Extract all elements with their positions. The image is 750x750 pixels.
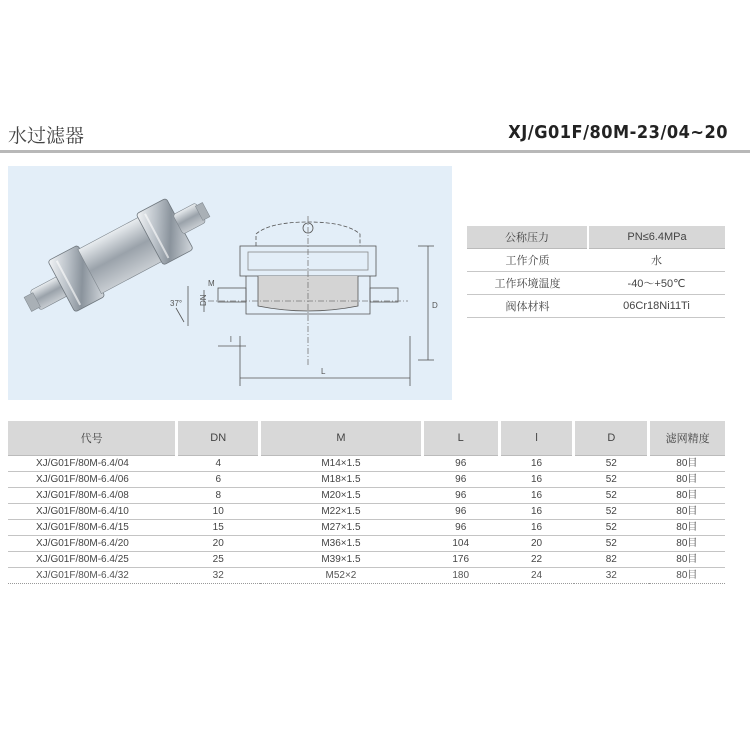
spec-value: PN≤6.4MPa: [588, 226, 725, 249]
cell-mesh: 80目: [649, 488, 725, 504]
column-header-l: L: [422, 421, 499, 456]
angle-label: 37°: [170, 299, 183, 308]
cell-small-l: 16: [499, 472, 574, 488]
cell-d: 52: [574, 504, 649, 520]
cell-small-l: 16: [499, 504, 574, 520]
cell-l: 104: [422, 536, 499, 552]
dn-label: DN: [199, 294, 208, 306]
cell-mesh: 80目: [649, 456, 725, 472]
spec-value: 06Cr18Ni11Ti: [588, 295, 725, 318]
cell-mesh: 80目: [649, 504, 725, 520]
filter-photo: [14, 184, 220, 330]
cell-mesh: 80目: [649, 536, 725, 552]
cell-code: XJ/G01F/80M-6.4/20: [8, 536, 177, 552]
cell-d: 52: [574, 456, 649, 472]
page-title: 水过滤器: [8, 125, 85, 147]
cell-code: XJ/G01F/80M-6.4/06: [8, 472, 177, 488]
cell-mesh: 80目: [649, 472, 725, 488]
spec-row: [467, 272, 725, 295]
cell-d: 82: [574, 552, 649, 568]
cell-mesh: 80目: [649, 552, 725, 568]
spec-value: -40～+50℃: [588, 272, 725, 295]
cell-l: 96: [422, 488, 499, 504]
table-row: [8, 536, 725, 552]
cross-section-drawing: [176, 216, 434, 386]
cell-small-l: 20: [499, 536, 574, 552]
d-label: D: [432, 301, 438, 310]
cell-small-l: 16: [499, 488, 574, 504]
spec-row: [467, 295, 725, 318]
column-header-d: D: [574, 421, 649, 456]
table-row: [8, 504, 725, 520]
cell-m: M36×1.5: [260, 536, 423, 552]
table-row: [8, 552, 725, 568]
cell-code: XJ/G01F/80M-6.4/08: [8, 488, 177, 504]
cell-small-l: 22: [499, 552, 574, 568]
spec-row: [467, 226, 725, 249]
title-divider: [0, 150, 750, 153]
column-header-dn: DN: [177, 421, 260, 456]
cell-m: M18×1.5: [260, 472, 423, 488]
table-row: [8, 488, 725, 504]
cell-d: 52: [574, 488, 649, 504]
cell-l: 180: [422, 568, 499, 584]
cell-mesh: 80目: [649, 568, 725, 584]
cell-d: 52: [574, 520, 649, 536]
cell-code: XJ/G01F/80M-6.4/32: [8, 568, 177, 584]
column-header-m: M: [260, 421, 423, 456]
cell-d: 52: [574, 472, 649, 488]
table-row: [8, 568, 725, 584]
cell-d: 32: [574, 568, 649, 584]
model-table: [8, 421, 725, 584]
column-header-mesh: 滤网精度: [649, 421, 725, 456]
cell-m: M39×1.5: [260, 552, 423, 568]
table-header-row: [8, 421, 725, 456]
cell-dn: 10: [177, 504, 260, 520]
cell-code: XJ/G01F/80M-6.4/25: [8, 552, 177, 568]
cell-code: XJ/G01F/80M-6.4/15: [8, 520, 177, 536]
cell-l: 176: [422, 552, 499, 568]
l-label: L: [321, 367, 326, 376]
cell-m: M52×2: [260, 568, 423, 584]
cell-l: 96: [422, 504, 499, 520]
spec-row: [467, 249, 725, 272]
cell-code: XJ/G01F/80M-6.4/10: [8, 504, 177, 520]
table-row: [8, 520, 725, 536]
cell-dn: 25: [177, 552, 260, 568]
spec-value: 水: [588, 249, 725, 272]
cell-mesh: 80目: [649, 520, 725, 536]
cell-d: 52: [574, 536, 649, 552]
spec-table: [467, 226, 725, 318]
m-label: M: [208, 279, 215, 288]
cell-dn: 8: [177, 488, 260, 504]
cell-small-l: 24: [499, 568, 574, 584]
cell-m: M22×1.5: [260, 504, 423, 520]
cell-dn: 6: [177, 472, 260, 488]
spec-key: 工作介质: [467, 249, 588, 272]
cell-m: M27×1.5: [260, 520, 423, 536]
cell-small-l: 16: [499, 456, 574, 472]
product-image-panel: [8, 166, 452, 400]
cell-dn: 15: [177, 520, 260, 536]
table-row: [8, 472, 725, 488]
cell-small-l: 16: [499, 520, 574, 536]
table-row: [8, 456, 725, 472]
spec-key: 工作环境温度: [467, 272, 588, 295]
spec-key: 阀体材料: [467, 295, 588, 318]
cell-code: XJ/G01F/80M-6.4/04: [8, 456, 177, 472]
cell-dn: 32: [177, 568, 260, 584]
cell-dn: 20: [177, 536, 260, 552]
model-number: XJ/G01F/80M-23/04~20: [508, 122, 728, 143]
cell-m: M14×1.5: [260, 456, 423, 472]
column-header-code: 代号: [8, 421, 177, 456]
product-illustration: [8, 166, 452, 400]
spec-key: 公称压力: [467, 226, 588, 249]
column-header-small-l: l: [499, 421, 574, 456]
cell-l: 96: [422, 472, 499, 488]
cell-m: M20×1.5: [260, 488, 423, 504]
cell-l: 96: [422, 520, 499, 536]
cell-l: 96: [422, 456, 499, 472]
cell-dn: 4: [177, 456, 260, 472]
small-l-label: l: [230, 335, 232, 344]
